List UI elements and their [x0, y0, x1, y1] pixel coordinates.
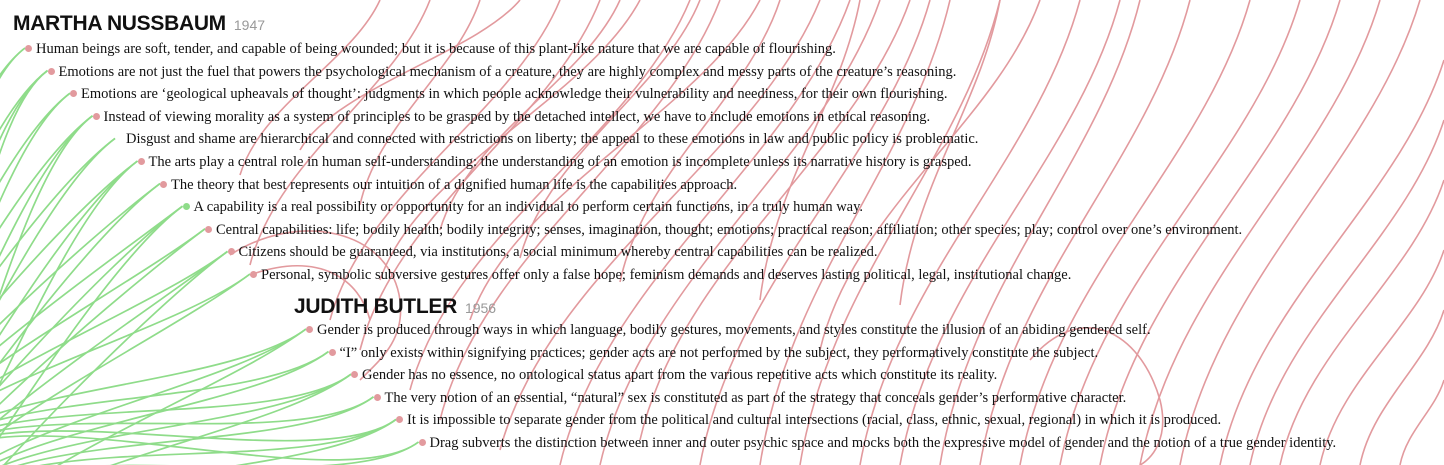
claim-text: “I” only exists within signifying practices; gender acts are not performed by the subject, they performatively constitute the subject.: [339, 344, 1099, 361]
support-line: [0, 229, 205, 465]
support-line: [0, 161, 138, 465]
author-birth-year: 1947: [233, 17, 266, 33]
claim-text: The arts play a central role in human self-understanding: the understanding of an emotion is incomplete unless its narrative history is grasped.: [148, 154, 972, 170]
claim-item[interactable]: [430, 434, 1337, 452]
support-line: [0, 48, 25, 465]
claim-item[interactable]: [104, 108, 931, 126]
support-line: [0, 184, 160, 465]
claim-text: Gender has no essence, no ontological status apart from the various repetitive acts which constitute its reality.: [362, 367, 998, 384]
support-line: [0, 329, 306, 465]
support-line: [0, 419, 396, 465]
support-line: [0, 229, 205, 465]
support-line: [0, 352, 329, 465]
support-line: [0, 116, 93, 465]
author-birth-year: 1956: [464, 300, 497, 316]
support-line: [0, 251, 227, 465]
claim-text: Citizens should be guaranteed, via institutions, a social minimum whereby central capabilities can be realized.: [238, 244, 878, 261]
support-line: [0, 93, 70, 465]
claim-node-dot: [306, 326, 313, 333]
support-line: [0, 161, 138, 465]
oppose-line: [1250, 120, 1444, 465]
claim-node-dot: [160, 181, 167, 188]
claim-text: Disgust and shame are hierarchical and connected with restrictions on liberty; the appeal to these emotions in law and public policy is problematic.: [126, 131, 979, 148]
claim-text: The theory that best represents our intuition of a dignified human life is the capabilities approach.: [171, 176, 738, 193]
author-heading-nussbaum: [13, 12, 265, 36]
claim-item[interactable]: [317, 321, 1151, 339]
support-line: [0, 71, 48, 465]
support-line: [0, 419, 396, 465]
support-line: [0, 206, 183, 465]
claim-text: It is impossible to separate gender from the political and cultural intersections (racial, class, ethnic, sexual, regional) in which it is produced.: [407, 412, 1222, 429]
claim-item[interactable]: [385, 389, 1127, 407]
claim-node-dot: [205, 226, 212, 233]
claim-node-dot: [93, 113, 100, 120]
author-name: JUDITH BUTLER: [294, 295, 457, 318]
claim-node-dot: [419, 439, 426, 446]
claim-item[interactable]: [261, 266, 1071, 284]
support-line: [0, 161, 138, 465]
claim-item[interactable]: [216, 221, 1242, 239]
support-line: [0, 419, 396, 465]
claim-text: Emotions are not just the fuel that powers the psychological mechanism of a creature, they are highly complex and messy parts of the creature’s reasoning.: [58, 63, 957, 80]
support-line: [0, 251, 227, 465]
support-line: [0, 71, 48, 465]
oppose-line: [520, 0, 700, 258]
claim-node-dot: [396, 416, 403, 423]
oppose-line: [1280, 180, 1444, 465]
claim-text: Personal, symbolic subversive gestures offer only a false hope; feminism demands and deserves lasting political, legal, institutional change.: [261, 267, 1072, 283]
claim-item[interactable]: [194, 198, 864, 216]
claim-text: The very notion of an essential, “natural” sex is constituted as part of the strategy that conceals gender’s performative character.: [384, 389, 1127, 406]
claim-text: Central capabilities: life; bodily health; bodily integrity; senses, imagination, thought; emotions; practical reason; affiliation; other species; play; control over one’s environment.: [216, 221, 1243, 238]
claim-node-dot: [329, 349, 336, 356]
support-line: [0, 93, 70, 465]
claim-node-dot: [228, 248, 235, 255]
claim-item[interactable]: [126, 130, 978, 148]
support-line: [0, 274, 250, 465]
claim-text: Human beings are soft, tender, and capable of being wounded; but it is because of this plant-like nature that we are capable of flourishing.: [36, 41, 836, 57]
claim-item[interactable]: [362, 366, 997, 384]
support-line: [0, 374, 351, 465]
claim-item[interactable]: [239, 243, 878, 261]
claim-text: Gender is produced through ways in which language, bodily gestures, movements, and styles constitute the illusion of an abiding gendered self.: [317, 322, 1151, 338]
claim-text: A capability is a real possibility or opportunity for an individual to perform certain functions, in a truly human way.: [193, 199, 864, 216]
support-line: [0, 374, 351, 465]
oppose-line: [1400, 380, 1444, 465]
claim-node-dot: [25, 45, 32, 52]
claim-item[interactable]: [340, 344, 1099, 362]
support-line: [0, 436, 419, 465]
claim-node-dot: [48, 68, 55, 75]
oppose-line: [1220, 60, 1444, 465]
support-line: [0, 116, 93, 465]
support-line: [0, 274, 250, 465]
support-line: [0, 206, 183, 465]
support-line: [0, 206, 183, 465]
support-line: [0, 397, 373, 465]
claim-node-dot: [138, 158, 145, 165]
support-line: [0, 184, 160, 465]
author-heading-butler: [294, 295, 496, 319]
support-line: [0, 138, 115, 465]
claim-node-dot: [250, 271, 257, 278]
support-line: [0, 329, 306, 465]
support-line: [0, 329, 306, 465]
claim-node-dot: [183, 203, 190, 210]
claim-item[interactable]: [59, 63, 957, 81]
claim-item[interactable]: [407, 411, 1221, 429]
claim-item[interactable]: [36, 40, 836, 58]
claim-node-dot: [374, 394, 381, 401]
support-line: [0, 374, 351, 465]
oppose-line: [1320, 250, 1444, 465]
author-name: MARTHA NUSSBAUM: [13, 12, 226, 35]
claim-text: Emotions are ‘geological upheavals of thought’: judgments in which people acknowledge their vulnerability and neediness, for their own flourishing.: [81, 86, 948, 103]
support-line: [0, 251, 227, 465]
support-line: [0, 352, 329, 465]
oppose-line: [820, 0, 1040, 350]
claim-item[interactable]: [171, 176, 737, 194]
claim-item[interactable]: [149, 153, 972, 171]
claim-item[interactable]: [81, 85, 948, 103]
support-line: [0, 442, 419, 465]
claim-node-dot: [351, 371, 358, 378]
support-line: [0, 48, 25, 465]
claim-node-dot: [70, 90, 77, 97]
support-line: [0, 397, 373, 465]
claim-text: Drag subverts the distinction between inner and outer psychic space and mocks both the expressive model of gender and the notion of a true gender identity.: [429, 435, 1337, 451]
support-line: [0, 138, 115, 465]
oppose-line: [1360, 310, 1444, 465]
support-line: [0, 116, 93, 465]
support-line: [0, 71, 48, 465]
claim-text: Instead of viewing morality as a system of principles to be grasped by the detached intellect, we have to include emotions in ethical reasoning.: [103, 108, 931, 125]
